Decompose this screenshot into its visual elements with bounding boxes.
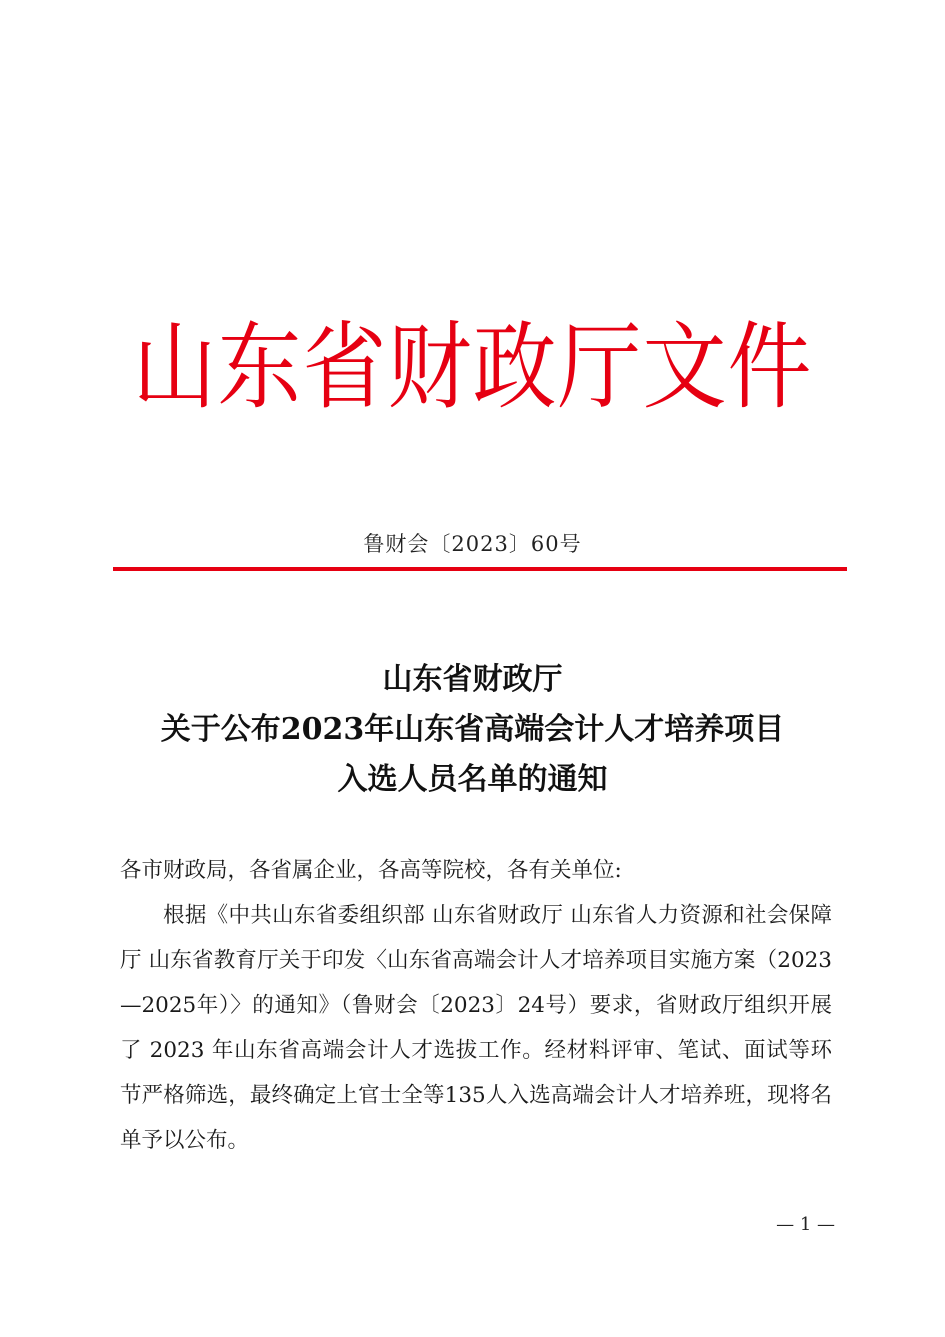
salutation: 各市财政局，各省属企业，各高等院校，各有关单位:: [120, 858, 622, 883]
notice-title-issuer: 山东省财政厅: [382, 662, 563, 697]
red-separator-line: [113, 567, 847, 571]
document-banner-title: 山东省财政厅文件: [132, 312, 813, 423]
notice-title: [60, 655, 885, 805]
notice-body: [120, 848, 832, 1163]
body-paragraph: 根据《中共山东省委组织部 山东省财政厅 山东省人力资源和社会保障厅 山东省教育厅关于印发〈山东省高端会计人才培养项目实施方案（2023—2025年）〉的通知》（鲁财会〔2023〕24号）要求，省财政厅组织开展了 2023 年山东省高端会计人才选拔工作。经材料评审、笔试、面试等环节严格筛选，最终确定上官士全等135人入选高端会计人才培养班，现将名单予以公布。: [120, 903, 832, 1153]
page-number: — 1 —: [776, 1214, 835, 1235]
notice-title-subject-continued: 入选人员名单的通知: [337, 762, 608, 797]
document-number: 鲁财会〔2023〕60号: [363, 532, 582, 556]
notice-title-subject: 关于公布2023年山东省高端会计人才培养项目: [160, 712, 785, 747]
